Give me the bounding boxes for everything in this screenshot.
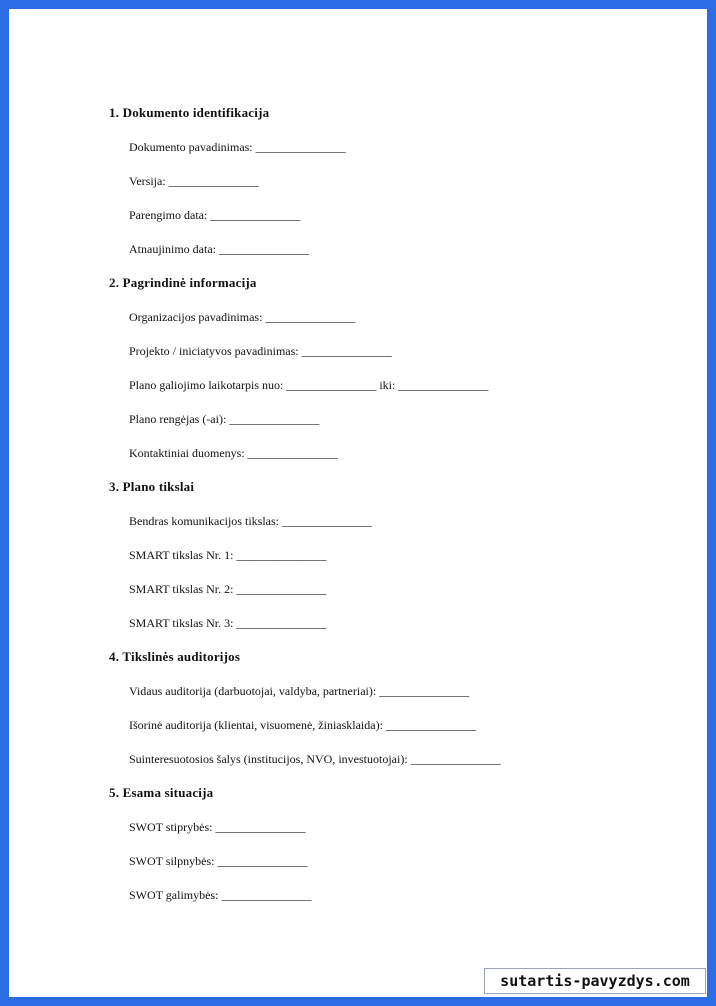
field-label: SWOT galimybės: <box>129 888 219 902</box>
field-label: Suinteresuotosios šalys (institucijos, NVO, investuotojai): <box>129 752 408 766</box>
field-label: SMART tikslas Nr. 3: <box>129 616 234 630</box>
field-label: Plano galiojimo laikotarpis nuo: <box>129 378 284 392</box>
section-title: 2. Pagrindinė informacija <box>109 275 257 290</box>
field-plan-validity-period <box>129 377 669 393</box>
watermark-badge: sutartis-pavyzdys.com <box>484 968 706 994</box>
fill-in-blank[interactable]: _______________ <box>265 310 356 324</box>
field-label: Bendras komunikacijos tikslas: <box>129 514 279 528</box>
field-organization-name <box>129 309 669 325</box>
fill-in-blank-from[interactable]: _______________ <box>286 378 377 392</box>
field-external-audience <box>129 717 669 733</box>
field-label: Parengimo data: <box>129 208 208 222</box>
field-internal-audience <box>129 683 669 699</box>
field-label: Organizacijos pavadinimas: <box>129 310 263 324</box>
fill-in-blank[interactable]: _______________ <box>221 888 312 902</box>
fill-in-blank[interactable]: _______________ <box>236 616 327 630</box>
field-smart-goal-1 <box>129 547 669 563</box>
field-label: Projekto / iniciatyvos pavadinimas: <box>129 344 299 358</box>
fill-in-blank[interactable]: _______________ <box>229 412 320 426</box>
field-label: Plano rengėjas (-ai): <box>129 412 227 426</box>
section-document-identification <box>109 105 669 257</box>
field-label: SWOT silpnybės: <box>129 854 215 868</box>
field-preparation-date <box>129 207 669 223</box>
section-title: 5. Esama situacija <box>109 785 214 800</box>
field-label: Versija: <box>129 174 166 188</box>
section-title: 3. Plano tikslai <box>109 479 195 494</box>
field-connector: iki: <box>379 378 396 392</box>
section-title: 1. Dokumento identifikacija <box>109 105 270 120</box>
field-label: Išorinė auditorija (klientai, visuomenė, žiniasklaida): <box>129 718 383 732</box>
section-title: 4. Tikslinės auditorijos <box>109 649 241 664</box>
field-project-name <box>129 343 669 359</box>
field-label: SMART tikslas Nr. 1: <box>129 548 234 562</box>
fill-in-blank[interactable]: _______________ <box>379 684 470 698</box>
fill-in-blank[interactable]: _______________ <box>281 514 372 528</box>
field-version <box>129 173 669 189</box>
document-content <box>109 105 669 921</box>
fill-in-blank[interactable]: _______________ <box>410 752 501 766</box>
fill-in-blank[interactable]: _______________ <box>215 820 306 834</box>
field-swot-opportunities <box>129 887 669 903</box>
fill-in-blank[interactable]: _______________ <box>247 446 338 460</box>
document-page <box>9 9 707 997</box>
section-main-information <box>109 275 669 461</box>
field-label: Vidaus auditorija (darbuotojai, valdyba, partneriai): <box>129 684 377 698</box>
section-current-situation <box>109 785 669 903</box>
fill-in-blank[interactable]: _______________ <box>210 208 301 222</box>
section-plan-goals <box>109 479 669 631</box>
fill-in-blank[interactable]: _______________ <box>236 582 327 596</box>
field-label: SWOT stiprybės: <box>129 820 213 834</box>
field-contact-details <box>129 445 669 461</box>
field-label: Atnaujinimo data: <box>129 242 216 256</box>
fill-in-blank[interactable]: _______________ <box>218 242 309 256</box>
field-label: Kontaktiniai duomenys: <box>129 446 245 460</box>
field-label: SMART tikslas Nr. 2: <box>129 582 234 596</box>
field-document-name <box>129 139 669 155</box>
field-smart-goal-2 <box>129 581 669 597</box>
section-target-audiences <box>109 649 669 767</box>
field-update-date <box>129 241 669 257</box>
field-swot-strengths <box>129 819 669 835</box>
fill-in-blank-to[interactable]: _______________ <box>398 378 489 392</box>
fill-in-blank[interactable]: _______________ <box>168 174 259 188</box>
field-label: Dokumento pavadinimas: <box>129 140 253 154</box>
field-stakeholders <box>129 751 669 767</box>
field-swot-weaknesses <box>129 853 669 869</box>
field-general-goal <box>129 513 669 529</box>
fill-in-blank[interactable]: _______________ <box>236 548 327 562</box>
field-smart-goal-3 <box>129 615 669 631</box>
fill-in-blank[interactable]: _______________ <box>255 140 346 154</box>
fill-in-blank[interactable]: _______________ <box>301 344 392 358</box>
fill-in-blank[interactable]: _______________ <box>217 854 308 868</box>
fill-in-blank[interactable]: _______________ <box>385 718 476 732</box>
field-plan-author <box>129 411 669 427</box>
